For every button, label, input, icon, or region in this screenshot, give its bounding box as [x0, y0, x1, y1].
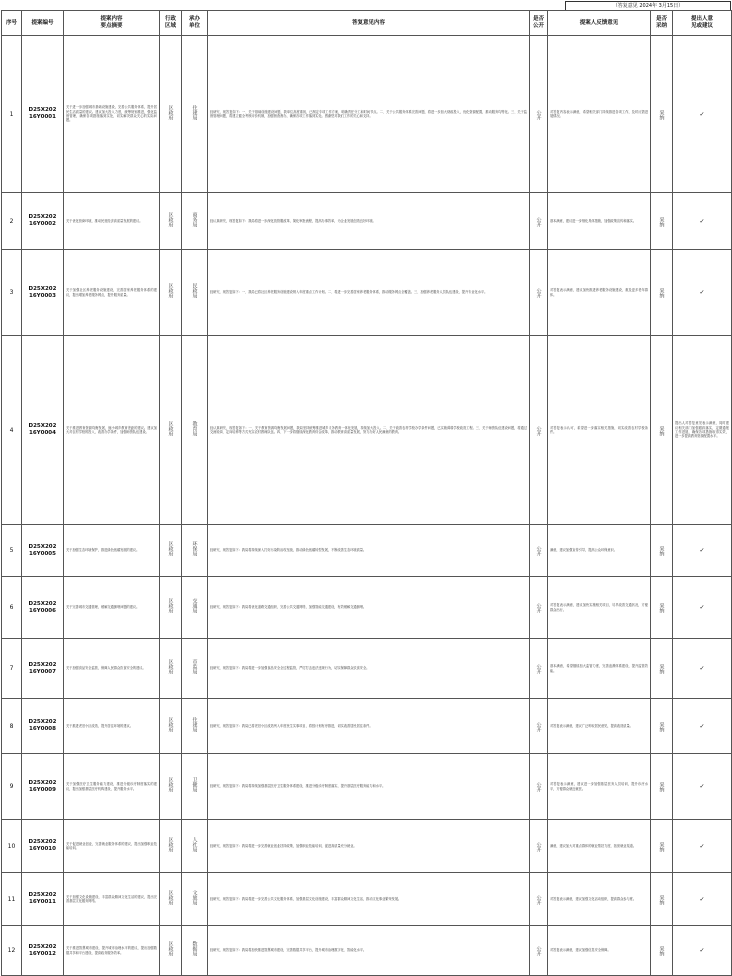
dept-b-cell-text: 民政局 — [191, 283, 198, 298]
col-feedback: 提案人反馈意见 — [548, 11, 651, 36]
public-cell-text: 公开 — [535, 721, 542, 732]
proposal-code-text: D25X202 16Y0010 — [28, 839, 57, 852]
dept-a-cell — [160, 873, 182, 926]
summary-cell-text: 关于加强社区养老服务设施建设，完善居家养老服务体系的建议，提出增加养老服务网点，提升服务质量。 — [66, 288, 157, 297]
dept-b-cell — [182, 577, 208, 639]
public-cell — [530, 699, 548, 754]
note-cell — [673, 699, 732, 754]
adopt-cell — [651, 699, 673, 754]
col-summary: 提案内容 要点摘要 — [64, 11, 160, 36]
feedback-cell — [548, 336, 651, 525]
table-body — [2, 36, 732, 976]
proposal-code-text: D25X202 16Y0006 — [28, 600, 57, 614]
feedback-cell — [548, 193, 651, 250]
table-row — [2, 36, 732, 193]
feedback-cell-text: 对答复表示满意，建议加快实施相关项目，尽早改善交通状况，方便群众出行。 — [550, 603, 648, 612]
public-cell-text: 公开 — [535, 603, 542, 613]
dept-a-cell-text: 区政府 — [167, 941, 174, 956]
proposal-code — [22, 926, 64, 976]
proposal-code-text: D25X202 16Y0008 — [28, 719, 57, 732]
reply-cell — [208, 639, 530, 699]
row-number-text: 1 — [9, 110, 14, 118]
reply-cell — [208, 926, 530, 976]
adopt-cell-text: 采纳 — [658, 216, 665, 227]
proposal-code-text: D25X202 16Y0003 — [28, 285, 57, 299]
adopt-cell-text: 采纳 — [658, 841, 665, 852]
reply-cell — [208, 699, 530, 754]
summary-cell — [64, 36, 160, 193]
dept-b-cell — [182, 525, 208, 577]
public-cell — [530, 577, 548, 639]
adopt-cell — [651, 926, 673, 976]
row-number — [2, 193, 22, 250]
feedback-cell-text: 对答复表示认可，希望进一步落实相关措施，切实改善农村学校条件。 — [550, 425, 648, 434]
table-row — [2, 926, 732, 976]
note-cell — [673, 577, 732, 639]
table-header-row — [2, 11, 732, 36]
proposal-code — [22, 820, 64, 873]
dept-b-cell-text: 教育局 — [191, 420, 198, 436]
proposal-code-text: D25X202 16Y0004 — [28, 423, 57, 436]
adopt-cell — [651, 250, 673, 336]
feedback-cell-text: 对答复表示满意，建议加强文化活动组织，提高群众参与度。 — [550, 896, 637, 901]
proposal-code — [22, 873, 64, 926]
col-reply: 答复意见内容 — [208, 11, 530, 36]
proposal-code-text: D25X202 16Y0007 — [28, 661, 57, 675]
summary-cell — [64, 577, 160, 639]
dept-a-cell-text: 区政府 — [167, 104, 174, 120]
proposal-table — [1, 10, 732, 976]
row-number-text: 8 — [9, 722, 14, 730]
dept-a-cell-text: 区政府 — [167, 889, 174, 905]
col-note: 提出人意 见或建议 — [673, 11, 732, 36]
col-dept-a: 行政 区域 — [160, 11, 182, 36]
dept-a-cell-text: 区政府 — [167, 716, 174, 732]
dept-b-cell — [182, 754, 208, 820]
feedback-cell-text: 基本满意，希望继续加大监管力度，完善追溯体系建设，提升监管效能。 — [550, 664, 648, 673]
col-dept-b: 承办 单位 — [182, 11, 208, 36]
adopt-cell — [651, 525, 673, 577]
public-cell-text: 公开 — [535, 841, 542, 852]
row-number-text: 4 — [9, 426, 14, 434]
public-cell-text: 公开 — [535, 216, 542, 227]
row-number-text: 12 — [7, 947, 16, 954]
col-code: 提案编号 — [22, 11, 64, 36]
reply-cell-text: 经研究，现答复如下：我局将优化道路交通组织，完善公共交通网络，加强智能交通建设，有效缓解交通拥堵。 — [210, 605, 367, 610]
summary-cell — [64, 193, 160, 250]
adopt-cell-text: 采纳 — [658, 721, 665, 732]
feedback-cell — [548, 873, 651, 926]
public-cell — [530, 926, 548, 976]
public-cell-text: 公开 — [535, 894, 542, 905]
table-row — [2, 699, 732, 754]
note-cell-text: ✓ — [699, 217, 705, 225]
dept-b-cell — [182, 250, 208, 336]
proposal-code-text: D25X202 16Y0012 — [28, 943, 57, 957]
row-number-text: 11 — [7, 895, 16, 903]
feedback-cell-text: 满意，建议加强宣传引导，提高公众环保意识。 — [550, 548, 617, 553]
note-cell-text: ✓ — [699, 604, 705, 611]
dept-a-cell-text: 区政府 — [167, 659, 174, 674]
reply-cell-text: 经研究，现答复如下：我局已将老旧小区改造列入年度民生实事项目，将按计划有序推进，切实改善居民居住条件。 — [210, 723, 373, 728]
adopt-cell — [651, 36, 673, 193]
dept-a-cell — [160, 336, 182, 525]
dept-a-cell — [160, 36, 182, 193]
dept-b-cell-text: 商务局 — [191, 211, 198, 227]
adopt-cell — [651, 873, 673, 926]
proposal-code — [22, 639, 64, 699]
proposal-code — [22, 250, 64, 336]
dept-a-cell-text: 区政府 — [167, 283, 174, 298]
table-row — [2, 193, 732, 250]
reply-cell-text: 经研究，现答复如下：我局将进一步完善公共文化服务体系，加强基层文化设施建设，丰富群众精神文化生活，推动文化事业繁荣发展。 — [210, 896, 402, 901]
proposal-code — [22, 754, 64, 820]
proposal-code-text: D25X202 16Y0009 — [28, 779, 57, 793]
dept-b-cell-text: 交通局 — [191, 598, 198, 613]
note-cell-text: ✓ — [699, 289, 705, 296]
dept-a-cell-text: 区政府 — [167, 211, 174, 227]
note-cell-text: ✓ — [699, 665, 705, 672]
public-cell — [530, 193, 548, 250]
note-cell — [673, 873, 732, 926]
public-cell-text: 公开 — [535, 425, 542, 436]
note-cell — [673, 820, 732, 873]
summary-cell — [64, 336, 160, 525]
public-cell — [530, 525, 548, 577]
summary-cell — [64, 820, 160, 873]
note-cell — [673, 525, 732, 577]
dept-a-cell — [160, 525, 182, 577]
dept-b-cell — [182, 699, 208, 754]
dept-b-cell — [182, 36, 208, 193]
row-number-text: 3 — [9, 289, 14, 296]
public-cell — [530, 754, 548, 820]
public-cell-text: 公开 — [535, 664, 542, 674]
row-number-text: 6 — [9, 604, 14, 611]
row-number — [2, 525, 22, 577]
note-cell — [673, 193, 732, 250]
public-cell-text: 公开 — [535, 946, 542, 956]
reply-cell-text: 经研究，现答复如下：一、关于基础设施建设问题，我单位高度重视，已制定专项工作方案，明确责任分工和时间节点。二、关于公共服务体系完善问题，将进一步加大财政投入，优化资源配置，推动服务均等化。三、关于监督管理问题，将建立健全考核评价机制，加强督查督办，确保各项工作落到实处。感谢您对我们工作的关心和支持。 — [210, 109, 527, 118]
reply-cell — [208, 820, 530, 873]
feedback-cell — [548, 820, 651, 873]
row-number-text: 5 — [9, 547, 14, 554]
summary-cell — [64, 926, 160, 976]
public-cell — [530, 873, 548, 926]
table-row — [2, 250, 732, 336]
public-cell — [530, 639, 548, 699]
note-cell — [673, 250, 732, 336]
adopt-cell-text: 采纳 — [658, 425, 665, 436]
adopt-cell — [651, 577, 673, 639]
adopt-cell-text: 采纳 — [658, 782, 665, 792]
proposal-code-text: D25X202 16Y0005 — [28, 543, 57, 557]
table-row — [2, 820, 732, 873]
col-adopt: 是否 采纳 — [651, 11, 673, 36]
summary-cell — [64, 639, 160, 699]
row-number — [2, 873, 22, 926]
feedback-cell — [548, 699, 651, 754]
table-row — [2, 639, 732, 699]
table-row — [2, 754, 732, 820]
feedback-cell — [548, 926, 651, 976]
summary-cell-text: 关于促进就业创业，完善就业服务体系的建议，提出加强职业技能培训。 — [66, 841, 157, 850]
reply-cell — [208, 193, 530, 250]
reply-cell-text: 经认真研究，现答复如下：我局将进一步深化放管服改革，简化审批流程，提高办事效率，为企业发展创造良好环境。 — [210, 218, 376, 223]
row-number-text: 10 — [7, 842, 16, 850]
row-number — [2, 250, 22, 336]
adopt-cell-text: 采纳 — [658, 603, 665, 613]
dept-a-cell-text: 区政府 — [167, 598, 174, 613]
public-cell-text: 公开 — [535, 109, 542, 120]
dept-b-cell-text: 住建局 — [191, 104, 198, 120]
note-cell-text: ✓ — [699, 110, 705, 118]
dept-b-cell-text: 住建局 — [191, 716, 198, 732]
dept-a-cell — [160, 577, 182, 639]
feedback-cell-text: 满意，建议加大对重点群体的就业帮扶力度，拓宽就业渠道。 — [550, 843, 637, 848]
row-number — [2, 820, 22, 873]
public-cell — [530, 336, 548, 525]
note-cell-text: ✓ — [699, 547, 705, 554]
summary-cell-text: 关于加强文化设施建设，丰富群众精神文化生活的建议，提出完善基层文化服务网络。 — [66, 894, 157, 903]
public-cell — [530, 820, 548, 873]
row-number — [2, 336, 22, 525]
dept-a-cell-text: 区政府 — [167, 420, 174, 436]
summary-cell-text: 关于完善城市交通管理，缓解交通拥堵问题的建议。 — [66, 605, 140, 610]
note-cell — [673, 639, 732, 699]
summary-cell-text: 关于推进老旧小区改造，提升居住环境的建议。 — [66, 723, 133, 728]
row-number-text: 7 — [9, 665, 14, 672]
reply-cell-text: 经研究，现答复如下：我局将加快推进智慧城市建设，完善数据共享平台，提升城市治理数字化、智能化水平。 — [210, 948, 367, 953]
note-cell-text: ✓ — [699, 895, 705, 903]
table-row — [2, 577, 732, 639]
feedback-cell-text: 对答复表示满意，建议进一步加强基层医务人员培训，提升诊疗水平，方便群众就近就医。 — [550, 782, 648, 791]
adopt-cell-text: 采纳 — [658, 894, 665, 905]
reply-cell — [208, 36, 530, 193]
dept-b-cell-text: 环保局 — [191, 541, 198, 556]
dept-b-cell — [182, 193, 208, 250]
summary-cell-text: 关于推进教育资源均衡发展，缩小城乡教育差距的建议。建议加大对农村学校的投入，改善办学条件，加强师资队伍建设。 — [66, 425, 157, 434]
adopt-cell-text: 采纳 — [658, 288, 665, 298]
col-public: 是否 公开 — [530, 11, 548, 36]
dept-b-cell-text: 数据局 — [191, 941, 198, 956]
adopt-cell — [651, 193, 673, 250]
summary-cell-text: 关于加强食品安全监管，保障人民群众饮食安全的建议。 — [66, 666, 146, 671]
feedback-cell-text: 对答复表示满意，建议广泛听取居民意见，提高改造质量。 — [550, 723, 633, 728]
public-cell — [530, 36, 548, 193]
summary-cell — [64, 525, 160, 577]
reply-cell-text: 经认真研究，现答复如下：一、关于教育资源均衡发展问题，我局坚持统筹推进城乡义务教育一体化发展，持续加大投入。二、关于改善农村学校办学条件问题，已实施薄弱学校改造工程。三、关于师资队伍建设问题，将通过交流轮岗、定向培养等方式充实农村教师队伍。四、下一步将继续深化教育综合改革，推动教育高质量发展，努力办好人民满意的教育。 — [210, 425, 527, 434]
reply-cell-text: 经研究，现答复如下：我局将持续深入打好污染防治攻坚战，推动绿色低碳转型发展，不断改善生态环境质量。 — [210, 548, 367, 553]
adopt-cell-text: 采纳 — [658, 546, 665, 556]
feedback-cell-text: 对答复内容表示满意，希望相关部门持续推进各项工作，及时反馈进展情况。 — [550, 109, 648, 118]
dept-b-cell — [182, 873, 208, 926]
feedback-cell — [548, 525, 651, 577]
dept-a-cell — [160, 754, 182, 820]
note-cell — [673, 754, 732, 820]
proposal-code — [22, 193, 64, 250]
proposal-code — [22, 577, 64, 639]
row-number — [2, 577, 22, 639]
adopt-cell — [651, 754, 673, 820]
row-number — [2, 926, 22, 976]
table-row — [2, 336, 732, 525]
summary-cell — [64, 873, 160, 926]
summary-cell — [64, 699, 160, 754]
dept-a-cell — [160, 250, 182, 336]
dept-b-cell — [182, 336, 208, 525]
proposal-code — [22, 36, 64, 193]
dept-a-cell — [160, 926, 182, 976]
feedback-cell-text: 对答复表示满意，建议加强信息安全保障。 — [550, 948, 611, 953]
feedback-cell — [548, 754, 651, 820]
feedback-cell — [548, 36, 651, 193]
reply-cell — [208, 754, 530, 820]
public-cell-text: 公开 — [535, 782, 542, 792]
reply-cell — [208, 250, 530, 336]
public-cell — [530, 250, 548, 336]
row-number — [2, 699, 22, 754]
reply-cell-text: 经研究，现答复如下：我局将持续加强基层医疗卫生服务体系建设，推进分级诊疗制度落实，提升基层医疗服务能力和水平。 — [210, 784, 386, 789]
note-cell-text: ✓ — [699, 842, 705, 850]
summary-cell-text: 关于加强医疗卫生服务能力建设，推进分级诊疗制度落实的建议，提出加强基层医疗机构建设，提升服务水平。 — [66, 782, 157, 791]
public-cell-text: 公开 — [535, 288, 542, 298]
row-number-text: 2 — [9, 217, 14, 225]
reply-cell — [208, 525, 530, 577]
feedback-cell — [548, 577, 651, 639]
summary-cell-text: 关于加强生态环境保护，推进绿色低碳发展的建议。 — [66, 548, 140, 553]
feedback-cell-text: 基本满意，建议进一步细化具体措施，加强政策宣传和落实。 — [550, 218, 637, 223]
dept-a-cell — [160, 639, 182, 699]
feedback-cell — [548, 639, 651, 699]
note-cell-text: ✓ — [699, 947, 705, 954]
row-number — [2, 36, 22, 193]
summary-cell-text: 关于推进智慧城市建设，提升城市治理水平的建议，提出加强数据共享和平台建设，提高政务服务效率。 — [66, 946, 157, 955]
adopt-cell-text: 采纳 — [658, 664, 665, 674]
summary-cell — [64, 754, 160, 820]
dept-b-cell-text: 文旅局 — [191, 889, 198, 905]
adopt-cell — [651, 639, 673, 699]
dept-a-cell — [160, 193, 182, 250]
note-cell — [673, 36, 732, 193]
adopt-cell — [651, 336, 673, 525]
row-number — [2, 754, 22, 820]
note-cell — [673, 926, 732, 976]
proposal-code-text: D25X202 16Y0002 — [28, 214, 57, 227]
summary-cell-text: 关于优化营商环境，推动民营经济高质量发展的建议。 — [66, 218, 143, 223]
reply-cell — [208, 577, 530, 639]
proposal-code — [22, 336, 64, 525]
dept-b-cell-text: 市监局 — [191, 659, 198, 674]
header-stamp: （答复意见 2024年 3月15日） — [565, 1, 731, 11]
adopt-cell-text: 采纳 — [658, 946, 665, 956]
dept-b-cell — [182, 639, 208, 699]
reply-cell — [208, 336, 530, 525]
summary-cell — [64, 250, 160, 336]
dept-b-cell-text: 卫健局 — [191, 777, 198, 792]
reply-cell-text: 经研究，现答复如下：一、我局已将社区养老服务设施建设纳入年度重点工作计划。二、将进一步完善居家养老服务体系，推动服务网点全覆盖。三、加强养老服务人员队伍建设，提升专业化水平。 — [210, 290, 488, 295]
dept-b-cell — [182, 820, 208, 873]
proposal-code — [22, 699, 64, 754]
row-number-text: 9 — [9, 783, 14, 790]
adopt-cell-text: 采纳 — [658, 109, 665, 120]
reply-cell-text: 经研究，现答复如下：我局将进一步加强食品安全全过程监管，严厉打击违法违规行为，切实保障群众饮食安全。 — [210, 666, 370, 671]
note-cell-text: ✓ — [699, 722, 705, 730]
dept-a-cell — [160, 820, 182, 873]
col-no: 序号 — [2, 11, 22, 36]
proposal-code-text: D25X202 16Y0001 — [28, 107, 57, 120]
dept-a-cell-text: 区政府 — [167, 777, 174, 792]
dept-a-cell-text: 区政府 — [167, 541, 174, 556]
feedback-cell-text: 对答复表示满意，建议加快推进养老服务设施建设，惠及更多老年群体。 — [550, 288, 648, 297]
adopt-cell — [651, 820, 673, 873]
table-row — [2, 873, 732, 926]
reply-cell-text: 经研究，现答复如下：我局将进一步完善就业创业扶持政策，加强职业技能培训，促进高质量充分就业。 — [210, 843, 357, 848]
table-row — [2, 525, 732, 577]
row-number — [2, 639, 22, 699]
note-cell — [673, 336, 732, 525]
dept-b-cell — [182, 926, 208, 976]
summary-cell-text: 关于进一步加强城市基础设施建设，完善公共服务体系，提升居民生活质量的建议。建议加大投入力度，统筹规划推进，强化监督管理，确保各项措施落到实处，切实解决群众关心的实际问题。 — [66, 105, 157, 123]
dept-a-cell-text: 区政府 — [167, 836, 174, 852]
proposal-code — [22, 525, 64, 577]
dept-b-cell-text: 人社局 — [191, 836, 198, 852]
proposal-code-text: D25X202 16Y0011 — [28, 892, 57, 905]
note-cell-text: 提出人对答复意见表示满意，同时建议相关部门加强跟踪落实，定期通报工作进展，确保各项措施取得实效，进一步提高教育资源配置水平。 — [675, 421, 729, 439]
note-cell-text: ✓ — [699, 783, 705, 790]
feedback-cell — [548, 250, 651, 336]
public-cell-text: 公开 — [535, 546, 542, 556]
reply-cell — [208, 873, 530, 926]
dept-a-cell — [160, 699, 182, 754]
